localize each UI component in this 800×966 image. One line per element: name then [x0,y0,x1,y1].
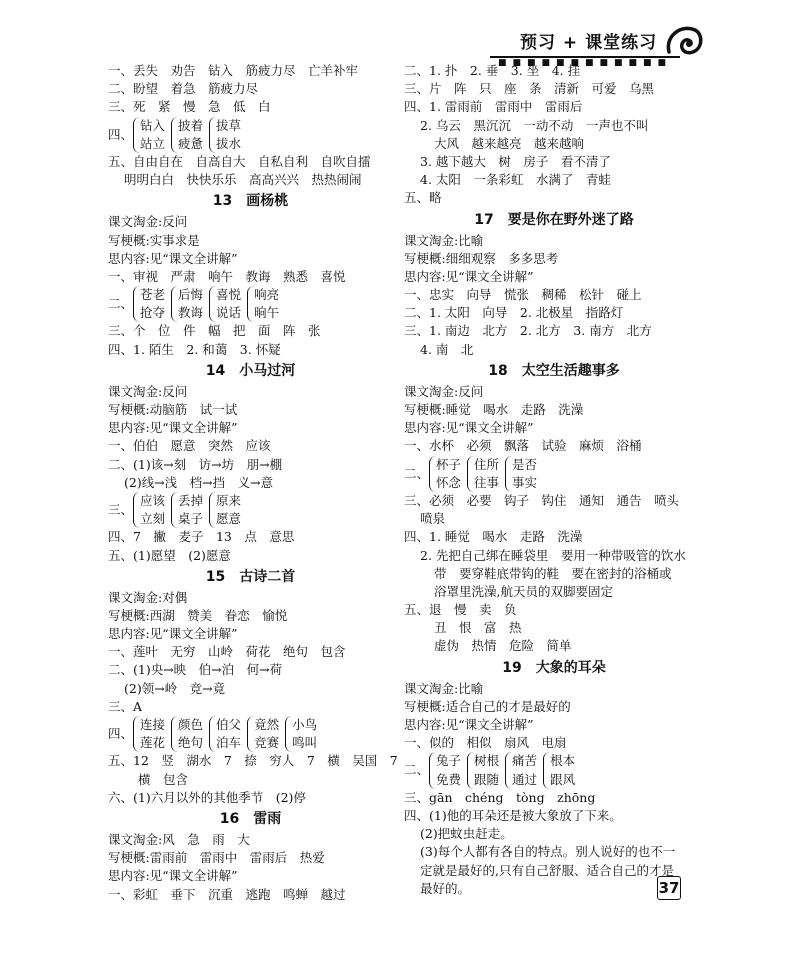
text-line: 写梗概:西湖 赞美 眷恋 愉悦 [108,607,288,623]
text-line: 写梗概:雷雨前 雷雨中 雷雨后 热爱 [108,850,325,866]
text-line: 思内容:见“课文全讲解” [404,717,534,733]
text-line: 一、莲叶 无穷 山岭 荷花 绝句 包含 [108,644,346,660]
text-line: 写梗概:适合自己的才是最好的 [404,698,571,714]
text-line: 二、(1)央→映 伯→泊 何→荷 [108,662,283,678]
text-line: 思内容:见“课文全讲解” [108,250,238,266]
text-line: 一、丢失 劝告 钻入 筋疲力尽 亡羊补牢 [108,63,359,78]
text-line: 课文淘金:比喻 [404,232,484,248]
bracket-group [108,492,393,528]
text-line: 五、略 [404,190,442,206]
text-line: 三、死 紧 慢 急 低 白 [108,99,271,115]
text-line: 带 要穿鞋底带钩的鞋 要在密封的浴桶或 [434,565,672,581]
text-line: 丑 恨 富 热 [434,620,522,636]
text-line: 明明白白 快快乐乐 高高兴兴 热热闹闹 [124,172,362,188]
text-line: 思内容:见“课文全讲解” [404,420,534,436]
bracket-pair [247,286,279,322]
bracket-pair [133,716,165,752]
word: 跟随 [474,771,500,787]
bracket-group [108,286,393,322]
text-line: 课文淘金:对偶 [108,589,188,605]
page-header [490,26,800,68]
text-line: 虚伪 热情 危险 简单 [434,638,572,654]
group-label: 二、 [404,762,430,778]
text-line: 五、自由自在 自高自大 自私自利 自吹自擂 [108,153,371,169]
text-line: 大风 越来越亮 越来越响 [434,135,585,151]
word: 根本 [550,753,576,769]
text-line: 课文淘金:反问 [108,383,188,399]
text-line: 六、(1)六月以外的其他季节 (2)停 [108,789,306,805]
text-line: 五、12 竖 湖水 7 捺 穷人 7 横 吴国 7 [108,753,398,769]
text-line: 最好的。 [420,880,471,896]
word: 怀念 [436,474,462,490]
lesson-title: 19 大象的耳朵 [502,659,606,676]
text-line: 2. 乌云 黑沉沉 一动不动 一声也不叫 [420,117,649,133]
bracket-pair [505,456,537,492]
bracket-pair [209,117,241,153]
text-line: 课文淘金:反问 [404,383,484,399]
text-line: 五、(1)愿望 (2)愿意 [108,547,231,563]
text-line: 横 包含 [138,771,189,787]
text-line: 二、(1)该→刻 访→坊 朋→棚 [108,456,283,472]
word: 立刻 [140,511,166,527]
word: 教诲 [178,305,204,321]
word: 愿意 [216,511,242,527]
text-line: 三、个 位 件 幅 把 面 阵 张 [108,323,321,339]
text-line: 四、1. 陌生 2. 和蔼 3. 怀疑 [108,341,281,357]
text-line: 写梗概:实事求是 [108,232,200,248]
page-number: 37 [657,876,681,900]
word: 颜色 [178,717,204,733]
header-title: 预习 + 课堂练习 [520,33,658,53]
bracket-pair [209,492,241,528]
word: 树根 [474,753,500,769]
bracket-pair [133,492,165,528]
text-line: 四、1. 睡觉 喝水 走路 洗澡 [404,529,583,545]
text-line: 4. 南 北 [420,341,474,357]
word: 伯父 [216,717,242,733]
word: 往事 [474,474,500,490]
text-line: 三、A [108,698,143,714]
word: 痛苦 [512,753,538,769]
text-line: 一、水杯 必须 飘落 试验 麻烦 浴桶 [404,438,642,454]
word: 丢掉 [178,492,204,508]
word: 竟然 [254,717,280,733]
bracket-pair [505,752,537,788]
text-line: 2. 先把自己绑在睡袋里 要用一种带吸管的饮水 [420,547,686,563]
word: 钻入 [140,117,166,133]
left-column [108,62,398,904]
text-line: 课文淘金:反问 [108,214,188,230]
bracket-pair [133,117,165,153]
text-line: (3)每个人都有各自的特点。别人说好的也不一 [420,844,676,860]
bracket-pair [171,492,203,528]
group-label: 四、 [108,726,134,742]
text-line: 三、必须 必要 钩子 钩住 通知 通告 喷头 [404,492,680,508]
bracket-pair [285,716,317,752]
text-line: 二、1. 太阳 向导 2. 北极星 指路灯 [404,305,624,321]
word: 莲花 [140,735,166,751]
text-line: 一、彩虹 垂下 沉重 逃跑 鸣蝉 越过 [108,886,346,902]
text-line: 课文淘金:比喻 [404,680,484,696]
word: 拔草 [216,117,242,133]
text-line: 写梗概:睡觉 喝水 走路 洗澡 [404,402,584,417]
word: 喜悦 [216,287,242,303]
word: 绝句 [178,735,204,751]
bracket-pair [429,752,461,788]
text-line: 五、退 慢 卖 负 [404,602,517,618]
right-column [404,62,704,898]
word: 站立 [140,135,166,151]
bracket-pair [429,456,461,492]
bracket-group [404,456,704,492]
text-line: 三、gān chéng tòng zhōng [404,789,596,805]
word: 泊车 [216,735,242,751]
group-label: 二、 [404,465,430,481]
bracket-pair [209,716,241,752]
bracket-pair [171,117,203,153]
word: 是否 [512,456,538,472]
word: 跟风 [550,771,576,787]
text-line: 二、1. 扑 2. 垂 3. 坐 4. 挂 [404,63,581,78]
word: 抢夺 [140,305,166,321]
text-line: 三、片 阵 只 座 条 清新 可爱 乌黑 [404,81,655,97]
word: 响亮 [254,287,280,303]
word: 连接 [140,717,166,733]
text-line: 3. 越下越大 树 房子 看不清了 [420,153,611,169]
bracket-pair [467,456,499,492]
word: 后悔 [178,287,204,303]
word: 说话 [216,305,242,321]
text-line: 定就是最好的,只有自己舒服、适合自己的才是 [420,862,674,878]
group-label: 三、 [108,502,134,518]
word: 晌午 [254,305,280,321]
text-line: 二、盼望 着急 筋疲力尽 [108,81,259,97]
lesson-title: 18 太空生活趣事多 [488,362,620,379]
bracket-pair [171,716,203,752]
text-line: 一、忠实 向导 慌张 稠稀 松针 碰上 [404,287,642,303]
text-line: 三、1. 南边 北方 2. 北方 3. 南方 北方 [404,323,652,339]
word: 应该 [140,492,166,508]
bracket-group [108,716,393,752]
word: 通过 [512,771,538,787]
word: 披着 [178,117,204,133]
word: 杯子 [436,456,462,472]
word: 免费 [436,771,462,787]
bracket-pair [209,286,241,322]
word: 事实 [512,474,538,490]
word: 苍老 [140,287,166,303]
word: 竞赛 [254,735,280,751]
bracket-group [108,117,393,153]
word: 桌子 [178,511,204,527]
word: 小鸟 [292,717,318,733]
text-line: 喷泉 [420,511,446,527]
text-line: 4. 太阳 一条彩虹 水满了 青蛙 [420,172,611,188]
bracket-pair [543,752,575,788]
text-line: (2)领→岭 竞→竟 [124,680,226,696]
text-line: 思内容:见“课文全讲解” [108,868,238,884]
swirl-logo-icon [663,22,705,60]
text-line: 写梗概:动脑筋 试一试 [108,402,238,418]
text-line: 四、1. 雷雨前 雷雨中 雷雨后 [404,99,583,115]
word: 原来 [216,492,242,508]
word: 兔子 [436,753,462,769]
bracket-pair [133,286,165,322]
text-line: 写梗概:细细观察 多多思考 [404,250,559,266]
text-line: 四、(1)他的耳朵还是被大象放了下来。 [404,807,622,823]
bracket-pair [247,716,279,752]
lesson-title: 13 画杨桃 [212,193,289,210]
text-line: (2)把蚊虫赶走。 [420,826,513,842]
word: 住所 [474,456,500,472]
text-line: (2)线→浅 档→挡 义→意 [124,474,274,490]
word: 鸣叫 [292,735,318,751]
text-line: 浴罩里洗澡,航天员的双脚要固定 [434,583,613,599]
header-dots: ■■■■■■■■■■■■ [498,58,673,68]
lesson-title: 16 雷雨 [219,811,282,827]
lesson-title: 17 要是你在野外迷了路 [474,211,634,228]
text-line: 一、似的 相似 扇风 电扇 [404,735,567,751]
text-line: 思内容:见“课文全讲解” [108,626,238,642]
text-line: 四、7 撇 麦子 13 点 意思 [108,529,295,545]
bracket-pair [171,286,203,322]
text-line: 思内容:见“课文全讲解” [404,268,534,284]
bracket-group [404,752,704,788]
text-line: 思内容:见“课文全讲解” [108,420,238,436]
word: 拔水 [216,135,242,151]
text-line: 一、审视 严肃 响午 教诲 熟悉 喜悦 [108,268,346,284]
group-label: 二、 [108,296,134,312]
group-label: 四、 [108,126,134,142]
text-line: 一、伯伯 愿意 突然 应该 [108,438,271,454]
lesson-title: 15 古诗二首 [205,568,296,585]
lesson-title: 14 小马过河 [205,362,296,379]
word: 疲惫 [178,135,204,151]
text-line: 课文淘金:风 急 雨 大 [108,832,250,847]
bracket-pair [467,752,499,788]
